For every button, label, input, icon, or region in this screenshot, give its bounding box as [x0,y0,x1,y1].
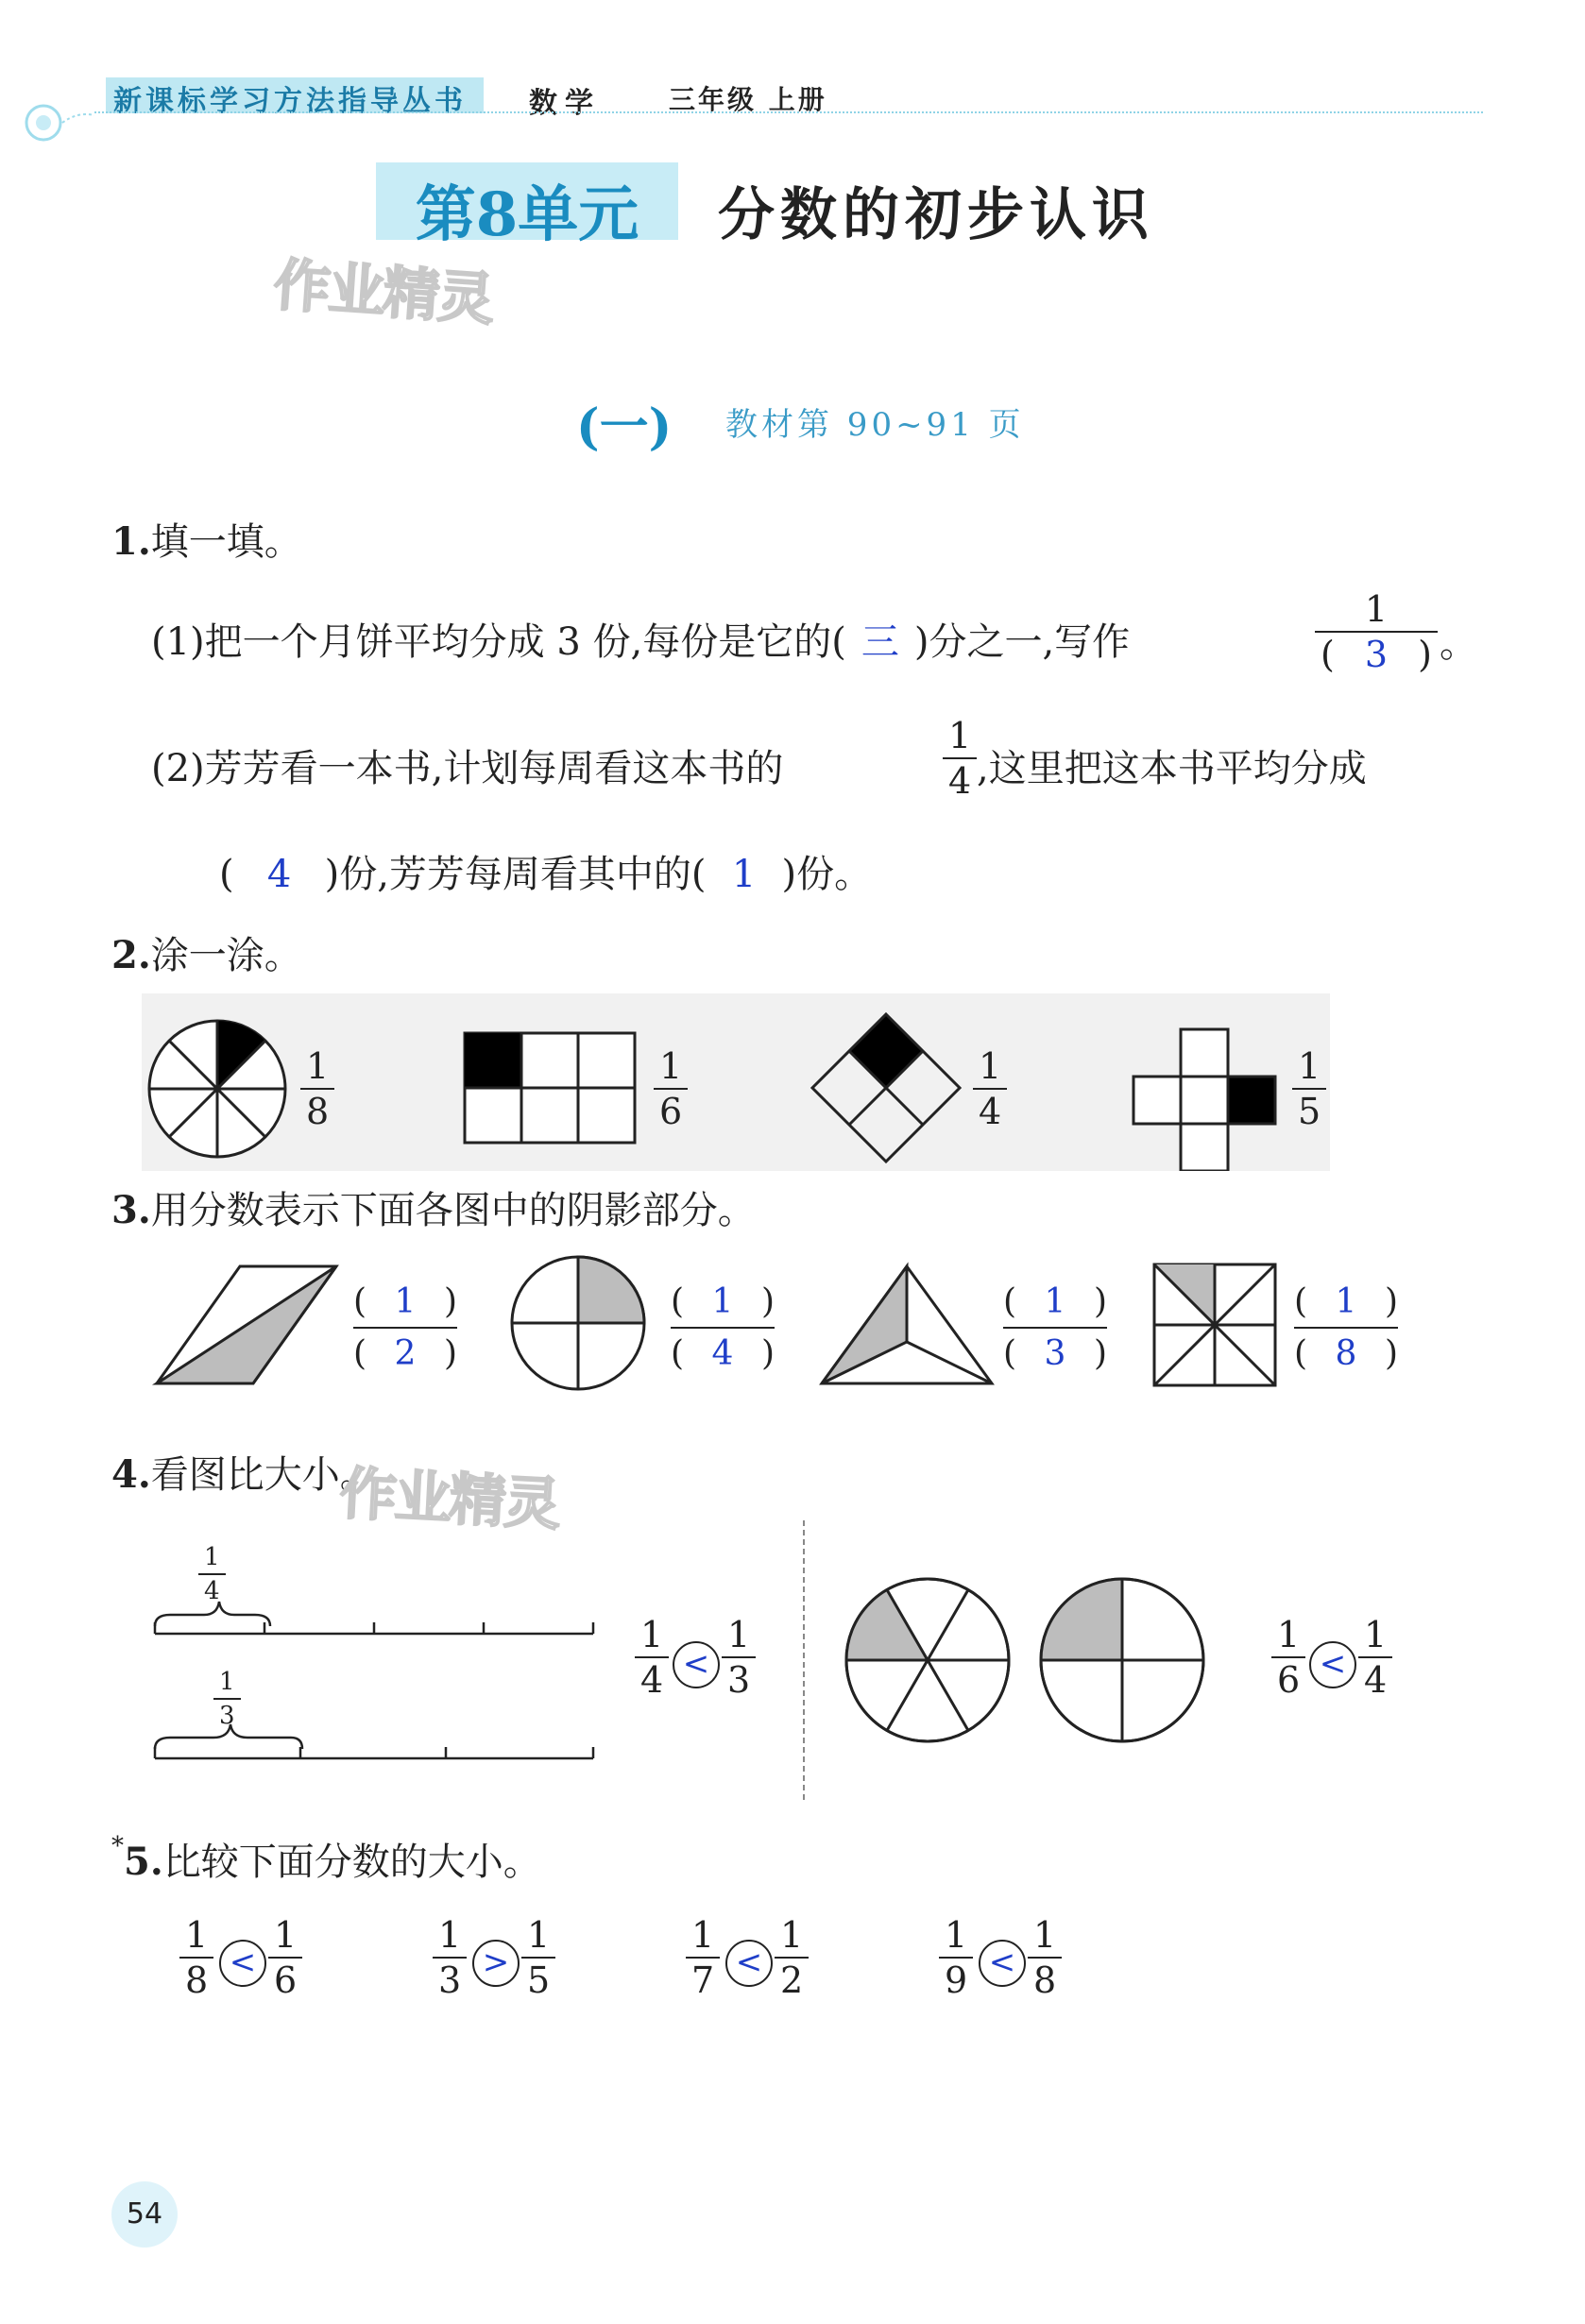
q3-number: 3. [111,1188,151,1232]
fraction-numerator: 1 [948,715,972,756]
watermark: 作业精灵 [271,251,495,333]
fraction-denominator: 4 [204,1577,220,1605]
answer-denominator: 4 [711,1334,734,1373]
header-decoration-icon [21,94,96,151]
q1-p2-answer2: 1 [731,853,757,896]
fraction-numerator: 1 [780,1914,804,1956]
q5-item4-left [939,1914,973,2001]
fraction-denominator: 6 [274,1959,298,2001]
paren: ( [1294,1334,1308,1373]
q1-title: 填一填。 [150,520,302,564]
q2-fraction-3 [973,1045,1007,1132]
q5-item4-right [1028,1914,1062,2001]
q2-fraction-1 [300,1045,334,1132]
paren: ) [1384,1282,1398,1321]
q5-item3-sign: < [725,1940,773,1987]
q4-compare1-right [722,1614,756,1701]
q2-rect-sixths [465,1033,635,1143]
fraction-numerator: 1 [640,1614,664,1655]
fraction-numerator: 1 [204,1543,220,1571]
fraction-denominator: 8 [1033,1959,1057,2001]
grade-label: 三年级 上册 [669,84,827,115]
paren: ( [671,1334,685,1373]
paren: ( [353,1282,367,1321]
q4-circle-diagram [841,1577,1237,1747]
fraction-denominator: 2 [780,1959,804,2001]
q2-fraction-4 [1292,1045,1326,1132]
fraction-denominator: 5 [527,1959,551,2001]
paren: ) [1093,1282,1107,1321]
fraction-numerator: 1 [219,1668,235,1696]
paren: ( [219,853,234,896]
paren: ) [443,1334,457,1373]
fraction-numerator: 1 [1364,1614,1388,1655]
unit-label: 第8单元 [415,179,639,250]
fraction-denominator: 3 [438,1959,462,2001]
q1-p1-text: (1)把一个月饼平均分成 3 份,每份是它的( [151,620,846,664]
answer-denominator: 3 [1044,1334,1066,1373]
fraction-denominator: 8 [306,1091,330,1132]
q5-item2-right [521,1914,555,2001]
q2-cross-fifths [1133,1029,1275,1171]
fraction-numerator: 1 [306,1045,330,1087]
q3-title: 用分数表示下面各图中的阴影部分。 [150,1189,756,1232]
q5-item2-sign: > [472,1940,520,1987]
answer-numerator: 1 [394,1282,417,1321]
fraction-denominator: 7 [691,1959,715,2001]
fraction-denominator: 6 [659,1091,683,1132]
answer-denominator: 8 [1335,1334,1357,1373]
book-series-title: 新课标学习方法指导丛书 [113,85,467,118]
q3-heading [111,1180,756,1234]
paren: ( [671,1282,685,1321]
q1-part1 [151,612,1130,666]
q3-square-eighths [1154,1264,1275,1385]
q5-item1-sign: < [219,1940,266,1987]
q3-answer-4 [1294,1282,1398,1373]
q4-compare2-left [1271,1614,1305,1701]
fraction-numerator: 1 [691,1914,715,1956]
q4-circle-sixths [846,1579,1009,1741]
q4-line2-label [213,1670,241,1728]
q1-p1-end: 。 [1440,622,1477,666]
paren: ) [1093,1334,1107,1373]
fraction-numerator: 1 [438,1914,462,1956]
fraction-numerator: 1 [1298,1045,1321,1087]
paren: ( [1003,1282,1017,1321]
q4-compare2-right [1358,1614,1392,1701]
q4-heading [111,1445,378,1499]
q1-part2-text-after: ,这里把这本书平均分成 [977,747,1367,790]
fraction-numerator: 1 [979,1045,1002,1087]
q5-item3-left [686,1914,720,2001]
subject-label: 数学 [529,87,601,120]
q2-circle-eighths [149,1021,285,1157]
q3-answer-1 [353,1282,457,1373]
q5-star: * [111,1832,124,1860]
q5-item3-right [775,1914,809,2001]
q2-diamond-quarters [812,1014,960,1162]
q3-answer-2 [671,1282,775,1373]
answer-denominator: 2 [394,1334,417,1373]
q3-figures-clean [142,1251,1417,1402]
q2-number: 2. [111,933,151,977]
fraction-denominator: 9 [945,1959,968,2001]
paren: ) [1418,634,1432,675]
q3-answer-3 [1003,1282,1107,1373]
q1-p1-answer1: 三 [861,620,899,664]
fraction-denominator: 4 [979,1091,1002,1132]
header-divider [94,111,1483,113]
paren: ) [760,1334,775,1373]
q2-title: 涂一涂。 [150,934,302,977]
q1-p1-fraction [1315,588,1438,675]
watermark: 作业精灵 [338,1460,561,1539]
q1-p1-text-mid: )分之一,写作 [913,620,1131,664]
q5-item1-left [179,1914,213,2001]
page-number: 54 [111,2181,178,2248]
fraction-denominator: 8 [185,1959,209,2001]
paren: ) [1384,1334,1398,1373]
paren: ( [1321,634,1335,675]
section-title: (一) [576,399,673,456]
fraction-numerator: 1 [1364,588,1389,630]
fraction-numerator: 1 [727,1614,751,1655]
q1-p2-answer1: 4 [266,853,292,896]
q1-p2-line2-end: )份。 [781,853,873,896]
q4-compare2-sign: < [1309,1641,1356,1688]
q2-fraction-2 [654,1045,688,1132]
fraction-numerator: 1 [945,1914,968,1956]
q1-heading [111,512,302,566]
q3-circle-quarters [512,1257,644,1389]
q5-number: 5. [124,1840,163,1884]
fraction-numerator: 1 [659,1045,683,1087]
answer-numerator: 1 [711,1282,734,1321]
q5-item2-left [433,1914,467,2001]
fraction-numerator: 1 [274,1914,298,1956]
fraction-numerator: 1 [1277,1614,1301,1655]
unit-title: 分数的初步认识 [718,182,1154,248]
q5-heading [111,1832,541,1886]
q3-parallelogram-shape [157,1266,336,1383]
fraction-denominator: 4 [948,760,972,802]
q4-line-quarters [155,1602,593,1634]
q2-heading [111,925,302,979]
paren: ) [443,1282,457,1321]
fraction-numerator: 1 [527,1914,551,1956]
paren: ( [353,1334,367,1373]
q4-compare1-sign: < [673,1641,720,1688]
q1-part2-text: (2)芳芳看一本书,计划每周看这本书的 [151,747,784,790]
q4-number: 4. [111,1452,151,1497]
paren: ) [760,1282,775,1321]
fraction-numerator: 1 [185,1914,209,1956]
section-pages: 教材第 90~91 页 [725,406,1025,444]
q1-p2-fraction [943,715,977,802]
q4-circle-quarters [1041,1579,1203,1741]
fraction-numerator: 1 [1033,1914,1057,1956]
fraction-denominator: 3 [219,1702,235,1730]
q3-triangle-thirds [822,1266,992,1383]
fraction-denominator: 4 [1364,1659,1388,1701]
fraction-denominator: 4 [640,1659,664,1701]
q1-part2-line2 [219,844,872,898]
answer-numerator: 1 [1335,1282,1357,1321]
q4-divider [803,1520,805,1800]
answer-numerator: 1 [1044,1282,1066,1321]
q1-p2-line2-text: )份,芳芳每周看其中的( [324,853,707,896]
q4-title: 看图比大小。 [150,1453,378,1497]
q1-p1-answer2: 3 [1364,634,1389,675]
q5-item4-sign: < [979,1940,1026,1987]
q1-number: 1. [111,519,151,564]
q5-title: 比较下面分数的大小。 [162,1841,541,1884]
fraction-denominator: 6 [1277,1659,1301,1701]
q5-item1-right [268,1914,302,2001]
q4-line1-label [198,1545,226,1603]
fraction-denominator: 5 [1298,1091,1321,1132]
paren: ( [1003,1334,1017,1373]
fraction-denominator: 3 [727,1659,751,1701]
paren: ( [1294,1282,1308,1321]
q4-compare1-left [635,1614,669,1701]
